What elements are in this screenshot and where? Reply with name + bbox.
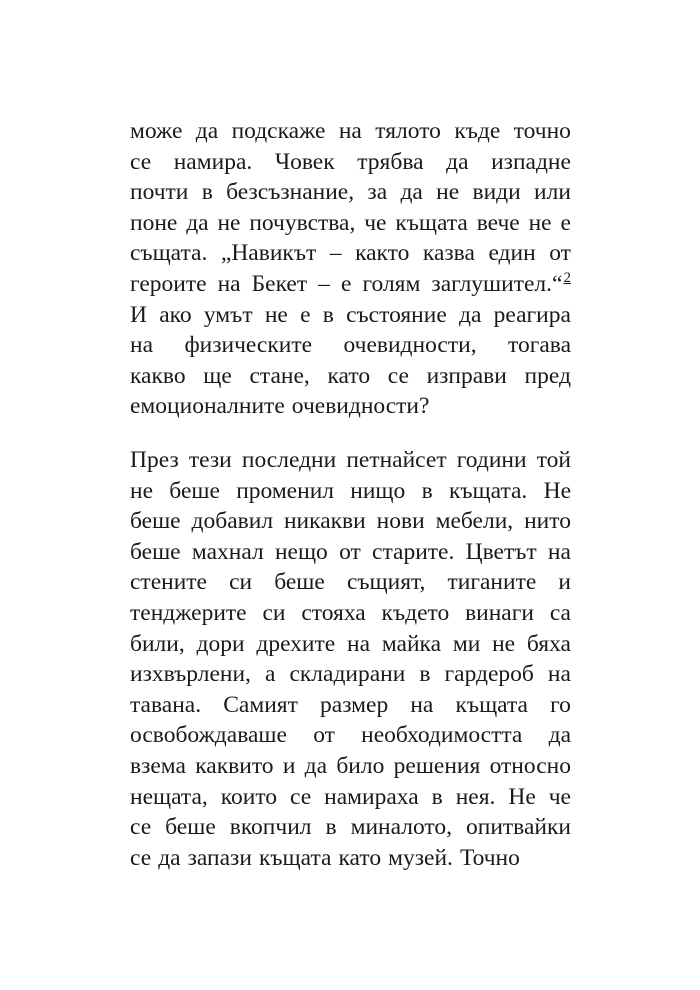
word: в [431, 783, 443, 810]
word: стените [130, 569, 207, 596]
word: никакви [283, 508, 366, 535]
word: като [327, 362, 371, 389]
word: не [528, 209, 552, 236]
word: същата. [130, 240, 208, 267]
word: той [536, 447, 571, 473]
word: къщата. [448, 477, 528, 504]
word: да [446, 148, 469, 175]
word: намираха [324, 783, 419, 810]
text-line [130, 177, 571, 208]
word: трябва [357, 148, 424, 175]
word: състояние [346, 301, 447, 328]
text-line [130, 116, 571, 147]
word: решения [393, 752, 481, 779]
word: стане, [249, 362, 310, 389]
word: умът [203, 301, 253, 328]
word: беше [130, 508, 181, 535]
text-line [130, 147, 571, 178]
text-line [130, 567, 571, 598]
word: поне [130, 209, 178, 236]
word: на [217, 270, 241, 297]
word: старите. [372, 538, 455, 565]
text-line [130, 476, 571, 507]
word: дори [196, 630, 245, 657]
word: Точно [459, 844, 520, 871]
word: да [548, 722, 571, 749]
word: било [336, 752, 385, 779]
word: изпадне [491, 148, 571, 175]
text-line [130, 629, 571, 660]
word: ако [159, 301, 192, 328]
word: бяха [526, 630, 571, 657]
word: види [472, 179, 521, 206]
word: на [547, 538, 571, 565]
word: да [400, 179, 423, 206]
word: намира. [173, 148, 253, 175]
word: да [459, 301, 482, 328]
word: не [130, 477, 154, 504]
word: каквито [195, 752, 274, 779]
word: относно [489, 752, 571, 779]
word: Цветът [465, 538, 537, 565]
word: – [329, 240, 342, 267]
word: складирани [289, 661, 406, 688]
word: освобождаваше [130, 722, 287, 749]
word: се [130, 844, 152, 871]
word: не [217, 209, 241, 236]
word: и [282, 752, 296, 779]
word: къде [454, 118, 501, 144]
word: последни [241, 447, 337, 473]
word: изправи [426, 362, 507, 389]
word: точно [513, 118, 571, 144]
word: да [195, 118, 219, 144]
word: Бекет [251, 270, 308, 297]
word: тези [188, 447, 232, 473]
word: и [558, 569, 571, 596]
word: беше [165, 814, 216, 841]
word: да [186, 209, 209, 236]
text-line [130, 506, 571, 537]
word: винаги [465, 599, 534, 626]
text-line [130, 391, 571, 422]
word: от [339, 538, 361, 565]
word: в [325, 814, 337, 841]
word: тенджерите [130, 599, 247, 626]
word: къщата [455, 691, 528, 718]
word: физическите [184, 332, 313, 359]
word: тялото [375, 118, 441, 144]
word: си [262, 599, 286, 626]
text-line [130, 300, 571, 331]
word: вкопчил [229, 814, 312, 841]
word: майка [381, 630, 442, 657]
word: от [313, 722, 335, 749]
word: на [410, 691, 434, 718]
word: подскаже [231, 118, 326, 144]
footnote-link[interactable]: 2 [563, 269, 571, 286]
text-line [130, 445, 571, 476]
word: тиганите [447, 569, 537, 596]
word: вече [476, 209, 520, 236]
word: може [130, 118, 183, 144]
word: в [419, 661, 431, 688]
word: миналото, [350, 814, 453, 841]
text-line [130, 782, 571, 813]
word: Самият [223, 691, 298, 718]
word: се [387, 362, 409, 389]
word: на [347, 630, 371, 657]
word: променил [236, 477, 334, 504]
word: какво [130, 362, 186, 389]
word: същият, [346, 569, 426, 596]
word: Не [508, 783, 536, 810]
word: запази [187, 844, 252, 871]
word: почти [130, 179, 189, 206]
word: Човек [274, 148, 335, 175]
paragraph-2 [130, 445, 571, 873]
word: се [130, 814, 152, 841]
word: безсъзнание, [226, 179, 355, 206]
word: нищо [350, 477, 406, 504]
text-line [130, 208, 571, 239]
text-line [130, 598, 571, 629]
word: са [549, 599, 571, 626]
word: че [364, 209, 387, 236]
word: – [318, 270, 330, 297]
word: не [436, 179, 460, 206]
word: добавил [191, 508, 274, 535]
word: които [220, 783, 278, 810]
word: петнайсет [346, 447, 447, 473]
word: героите [130, 270, 207, 297]
word: години [456, 447, 527, 473]
word: тогава [508, 332, 571, 359]
word: за [367, 179, 388, 206]
word: в [322, 301, 334, 328]
word: били, [130, 630, 185, 657]
word: на [130, 332, 154, 359]
word: голям [362, 270, 421, 297]
word: музей. [388, 844, 453, 871]
word: необходимостта [361, 722, 523, 749]
word: или [534, 179, 571, 206]
word: да [158, 844, 181, 871]
word: беше [130, 538, 181, 565]
word: не [492, 630, 516, 657]
word: нещо [274, 538, 328, 565]
word: „Навикът [220, 240, 317, 267]
word: нещата, [130, 783, 208, 810]
word: да [304, 752, 328, 779]
word: опитвайки [466, 814, 571, 841]
word: дрехите [256, 630, 336, 657]
word: се [290, 783, 312, 810]
word: почувства, [249, 209, 356, 236]
text-line [130, 720, 571, 751]
word: къщата [258, 844, 332, 871]
word: През [130, 447, 179, 473]
word: очевидности? [291, 393, 430, 420]
word: взема [130, 752, 186, 779]
word: ще [203, 362, 232, 389]
word: не [264, 301, 288, 328]
word: нови [376, 508, 425, 535]
word: е [560, 209, 571, 236]
text-line [130, 812, 571, 843]
text-line [130, 537, 571, 568]
text-line [130, 238, 571, 269]
word: И [130, 301, 147, 328]
text-line [130, 751, 571, 782]
paragraph-1 [130, 116, 571, 422]
word: в [201, 179, 213, 206]
word: а [264, 661, 276, 688]
word: махнал [191, 538, 264, 565]
word: беше [169, 477, 220, 504]
word: тавана. [130, 691, 202, 718]
word: е [340, 270, 352, 297]
word: един [488, 240, 536, 267]
word: го [550, 691, 571, 718]
word: изхвърлени, [130, 661, 251, 688]
word: реагира [493, 301, 571, 328]
word: емоционалните [130, 393, 285, 420]
word: къщата [395, 209, 468, 236]
word: очевидности, [343, 332, 477, 359]
word: Не [543, 477, 571, 504]
word: нито [524, 508, 571, 535]
word: си [229, 569, 253, 596]
text-line [130, 690, 571, 721]
word: беше [274, 569, 325, 596]
word: казва [422, 240, 475, 267]
word: на [547, 661, 571, 688]
text-line [130, 330, 571, 361]
text-line [130, 843, 571, 874]
word: че [548, 783, 571, 810]
word: гардероб [444, 661, 534, 688]
word: в [421, 477, 433, 504]
word: нея. [455, 783, 496, 810]
word: заглушител.“$^2$ [431, 269, 571, 297]
word: от [549, 240, 571, 267]
word: размер [320, 691, 389, 718]
word: се [130, 148, 152, 175]
word: на [338, 118, 362, 144]
word: стояха [301, 599, 366, 626]
word: като [338, 844, 382, 871]
word: където [381, 599, 450, 626]
word: пред [524, 362, 571, 389]
word: както [355, 240, 410, 267]
text-line [130, 269, 571, 300]
word: мебели, [435, 508, 514, 535]
word: ми [452, 630, 481, 657]
word: е [300, 301, 311, 328]
text-line [130, 659, 571, 690]
text-line [130, 361, 571, 392]
